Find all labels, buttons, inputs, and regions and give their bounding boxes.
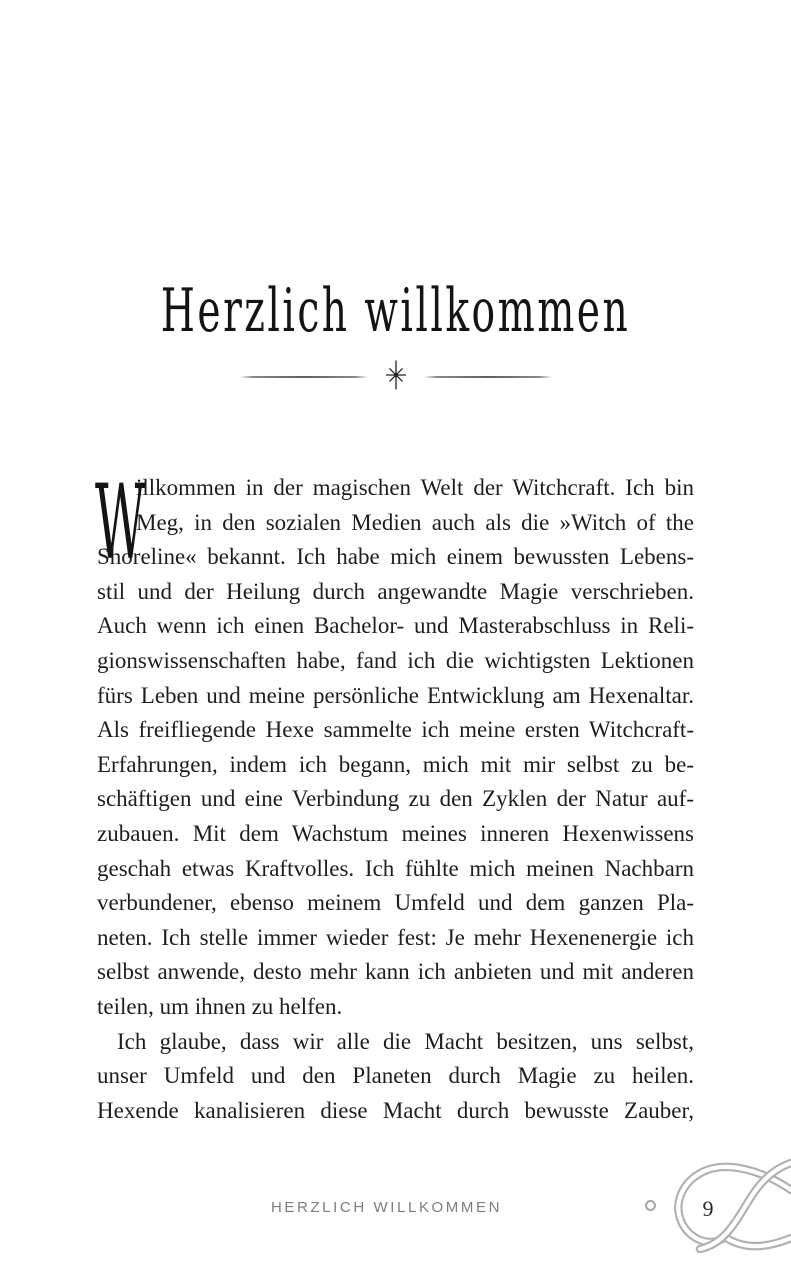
page-number: 9 xyxy=(702,1196,714,1221)
text-line: geschah etwas Kraftvolles. Ich fühlte mich meinen Nachbarn xyxy=(97,855,694,881)
text-line: teilen, um ihnen zu helfen. xyxy=(97,993,343,1019)
text-line: Erfahrungen, indem ich begann, mich mit mir selbst zu be- xyxy=(97,751,694,777)
text-line: Hexende kanalisieren diese Macht durch bewusste Zauber, xyxy=(97,1097,694,1123)
text-line: Als freifliegende Hexe sammelte ich meine ersten Witchcraft- xyxy=(97,717,694,743)
divider-line-left xyxy=(240,376,368,378)
text-line: selbst anwende, desto mehr kann ich anbieten und mit anderen xyxy=(97,959,694,985)
chapter-title-text: Herzlich willkommen xyxy=(160,277,631,347)
body-text xyxy=(95,463,694,1128)
running-title: HERZLICH WILLKOMMEN xyxy=(270,1199,503,1216)
text-line: unser Umfeld und den Planeten durch Magie zu heilen. xyxy=(97,1063,694,1089)
text-line: Meg, in den sozialen Medien auch als die »Witch of the xyxy=(136,509,694,535)
eight-point-star-icon xyxy=(384,360,408,395)
text-line: zubauen. Mit dem Wachstum meines inneren Hexenwissens xyxy=(97,820,694,846)
text-line: gionswissenschaften habe, fand ich die wichtigsten Lektionen xyxy=(97,647,694,673)
text-line: schäftigen und eine Verbindung zu den Zyklen der Natur auf- xyxy=(97,786,694,812)
chapter-divider xyxy=(0,362,791,392)
text-line: neten. Ich stelle immer wieder fest: Je mehr Hexenenergie ich xyxy=(97,924,694,950)
text-line: verbundener, ebenso meinem Umfeld und dem ganzen Pla- xyxy=(97,890,694,916)
drop-cap: W xyxy=(95,463,146,584)
ring-dot-icon xyxy=(645,1200,656,1211)
text-line: fürs Leben und meine persönliche Entwicklung am Hexenaltar. xyxy=(97,682,694,708)
text-line: illkommen in der magischen Welt der Witchcraft. Ich bin xyxy=(136,475,694,500)
text-line: Auch wenn ich einen Bachelor- und Masterabschluss in Reli- xyxy=(97,613,694,639)
knot-icon xyxy=(664,1154,791,1270)
chapter-title xyxy=(0,277,791,369)
divider-line-right xyxy=(424,376,552,378)
text-line: stil und der Heilung durch angewandte Magie verschrieben. xyxy=(97,578,694,604)
text-line: Ich glaube, dass wir alle die Macht besitzen, uns selbst, xyxy=(117,1028,694,1054)
text-line: Shoreline« bekannt. Ich habe mich einem bewussten Lebens- xyxy=(97,544,694,570)
